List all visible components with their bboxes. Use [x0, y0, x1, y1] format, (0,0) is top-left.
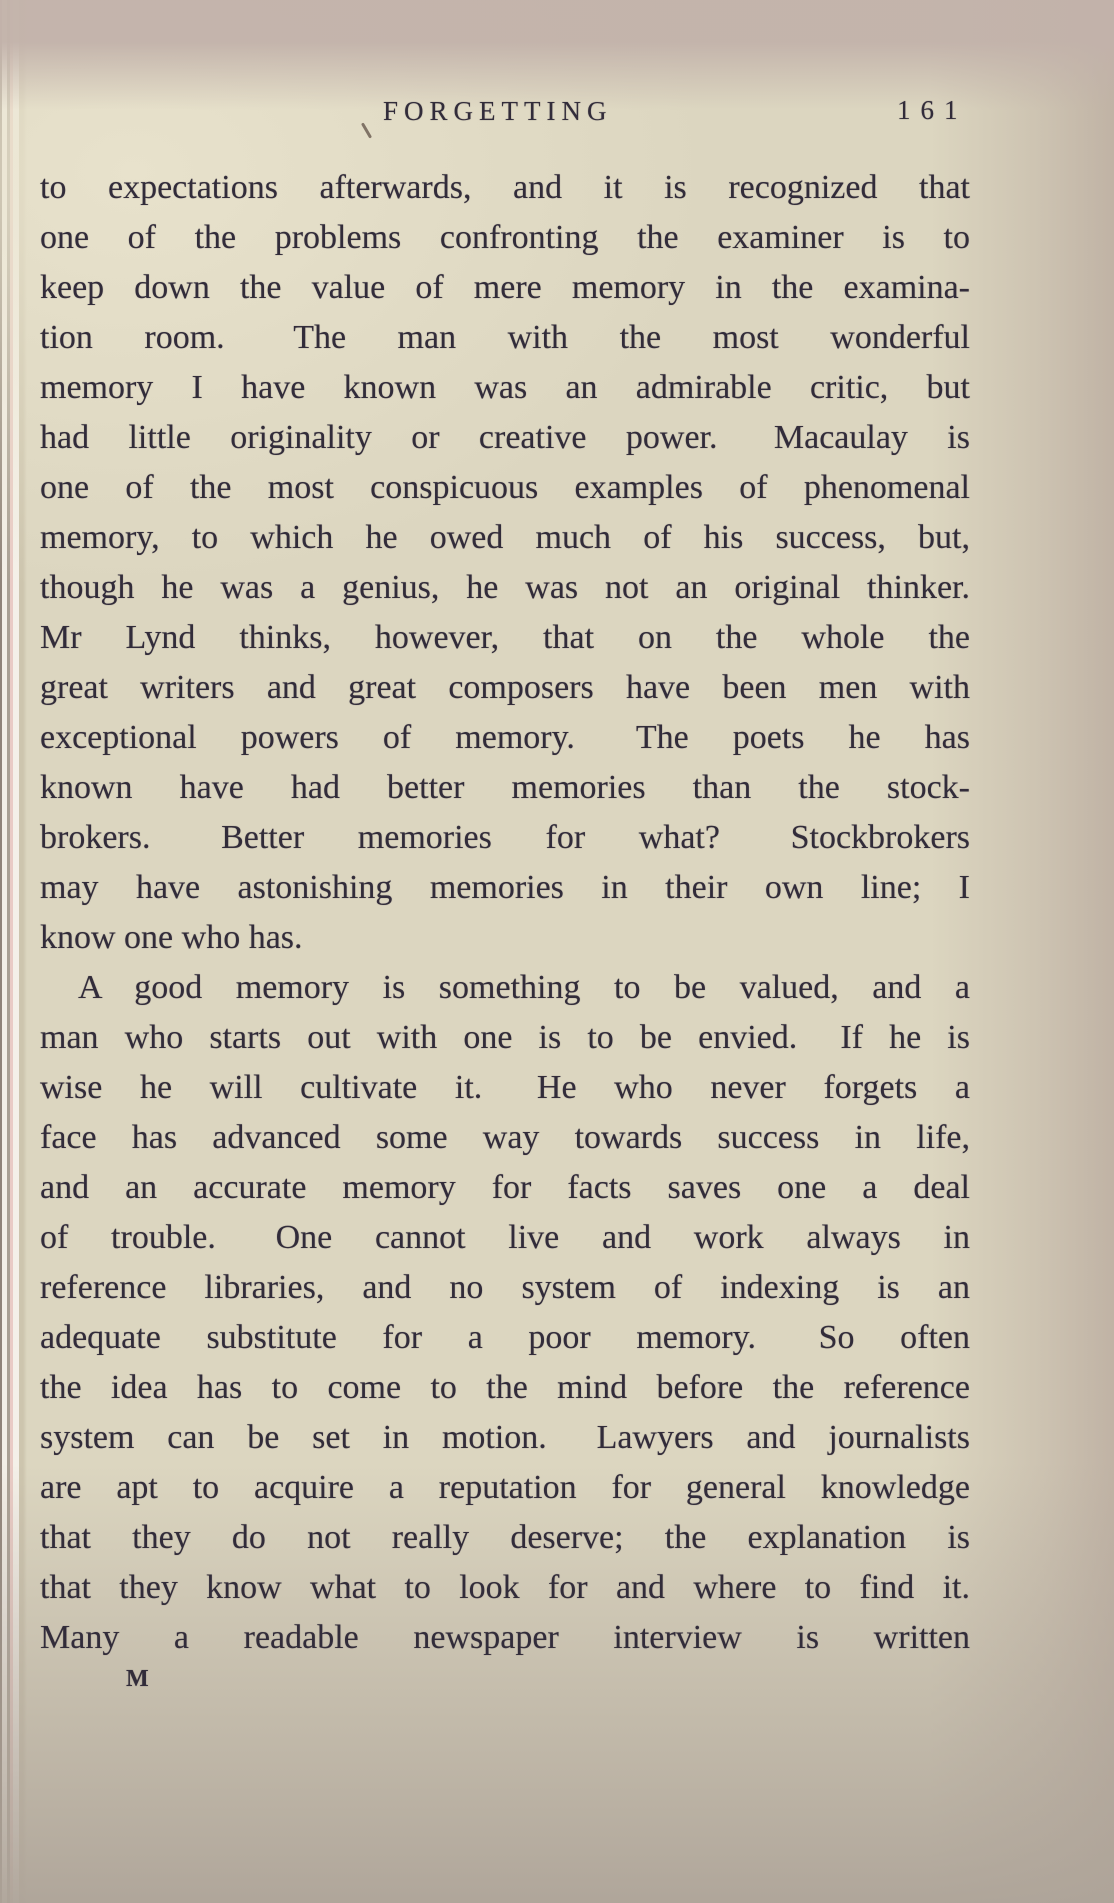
text-line: Mr Lynd thinks, however, that on the whole the: [40, 619, 970, 656]
running-title: FORGETTING: [383, 96, 613, 126]
text-line: one of the most conspicuous examples of phenomenal: [40, 469, 970, 506]
text-line: one of the problems confronting the examiner is to: [40, 219, 970, 256]
text-line: A good memory is something to be valued, and a: [78, 969, 970, 1006]
body-text: [40, 163, 970, 1663]
text-line: to expectations afterwards, and it is recognized that: [40, 169, 970, 206]
text-line: of trouble. One cannot live and work always in: [40, 1219, 970, 1256]
signature-mark: M: [126, 1666, 150, 1692]
text-line: brokers. Better memories for what? Stockbrokers: [40, 819, 970, 856]
text-line: tion room. The man with the most wonderful: [40, 319, 970, 356]
text-line: reference libraries, and no system of indexing is an: [40, 1269, 970, 1306]
text-line: memory, to which he owed much of his success, but,: [40, 519, 970, 556]
text-line: memory I have known was an admirable critic, but: [40, 369, 970, 406]
text-line: adequate substitute for a poor memory. So often: [40, 1319, 970, 1356]
text-line: had little originality or creative power. Macaulay is: [40, 419, 970, 456]
text-line: system can be set in motion. Lawyers and journalists: [40, 1419, 970, 1456]
text-line: are apt to acquire a reputation for general knowledge: [40, 1469, 970, 1506]
text-line: known have had better memories than the stock-: [40, 769, 970, 806]
text-line: that they know what to look for and where to find it.: [40, 1569, 970, 1606]
text-line: may have astonishing memories in their own line; I: [40, 869, 970, 906]
text-line: man who starts out with one is to be envied. If he is: [40, 1019, 970, 1056]
page-number: 161: [897, 95, 968, 125]
text-line: exceptional powers of memory. The poets he has: [40, 719, 970, 756]
stray-ink-mark: [361, 122, 372, 138]
text-line: Many a readable newspaper interview is written: [40, 1619, 970, 1656]
text-line: wise he will cultivate it. He who never forgets a: [40, 1069, 970, 1106]
text-line: though he was a genius, he was not an original thinker.: [40, 569, 970, 606]
text-line: face has advanced some way towards success in life,: [40, 1119, 970, 1156]
text-line: the idea has to come to the mind before the reference: [40, 1369, 970, 1406]
text-line: great writers and great composers have been men with: [40, 669, 970, 706]
text-line: know one who has.: [40, 919, 303, 956]
text-line: that they do not really deserve; the explanation is: [40, 1519, 970, 1556]
text-line: and an accurate memory for facts saves one a deal: [40, 1169, 970, 1206]
text-line: keep down the value of mere memory in the examina-: [40, 269, 970, 306]
